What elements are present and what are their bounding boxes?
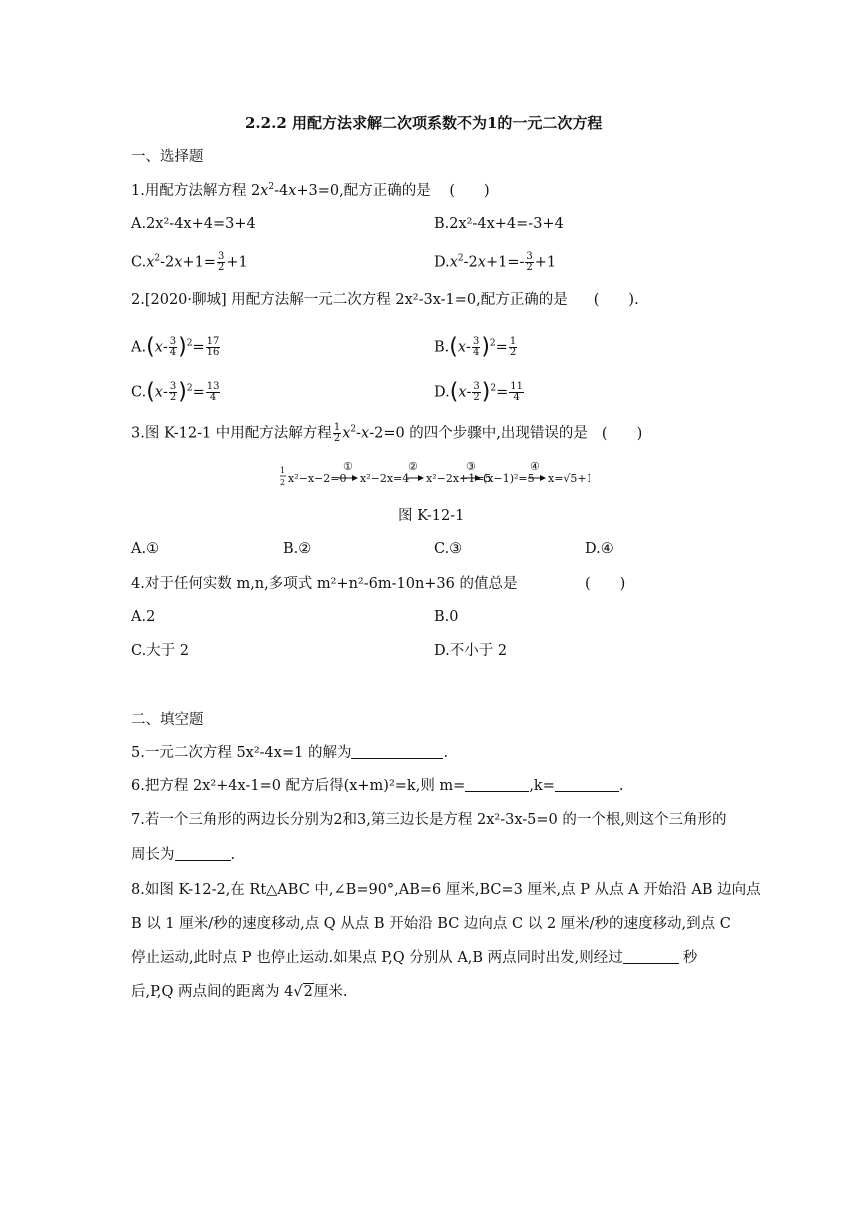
- q2-option-c: C.(x- $\frac{3}{2}$ )$^2$= $\frac{13}{4}$: [131, 379, 220, 405]
- section-choice-heading: 一、选择题: [131, 149, 204, 165]
- step-2: x²−2x+1=5: [426, 472, 492, 485]
- answer-blank-k[interactable]: [555, 777, 619, 792]
- answer-paren: ( ): [449, 183, 490, 199]
- page-title: 2.2.2 用配方法求解二次项系数不为1的一元二次方程: [245, 114, 603, 132]
- q3-option-b: B.②: [283, 541, 312, 557]
- step-3: (x−1)²=5: [483, 472, 535, 485]
- q2-option-b: B.(x- $\frac{3}{4}$ )$^2$= $\frac{1}{2}$: [434, 334, 517, 360]
- step-2-marker: ②: [408, 460, 418, 473]
- figure-k-12-1: [280, 458, 590, 494]
- q2-option-a: A.(x- $\frac{3}{4}$ )$^2$= $\frac{17}{16}$: [131, 334, 220, 360]
- q2-option-d: D.(x- $\frac{3}{2}$ )$^2$= $\frac{11}{4}$: [434, 379, 523, 405]
- question-4-stem: 4.对于任何实数 m,n,多项式 m²+n²-6m-10n+36 的值总是: [131, 576, 518, 592]
- question-1-stem: 1.用配方法解方程 $2x^2-4x+3=0$,配方正确的是 ( ): [131, 182, 490, 199]
- question-5: 5.一元二次方程 5x²-4x=1 的解为 .: [131, 745, 449, 761]
- q1-option-d: $D.x^2-2x+1=-$ $\frac{3}{2}$ +1: [434, 251, 557, 273]
- question-8-line-2: B 以 1 厘米/秒的速度移动,点 Q 从点 B 开始沿 BC 边向点 C 以 2 厘米/秒的速度移动,到点 C: [131, 916, 731, 932]
- question-3-stem: 3.图 K-12-1 中用配方法解方程 $\frac{1}{2}$ $x^2-x-2=0$ 的四个步骤中,出现错误的是 ( ): [131, 422, 643, 444]
- step-1: x²−2x=4: [360, 472, 410, 485]
- svg-text:2: 2: [280, 478, 286, 487]
- step-start: x²−x−2=0: [288, 472, 347, 485]
- q4-option-d: D.不小于 2: [434, 643, 508, 659]
- step-1-marker: ①: [343, 460, 353, 473]
- answer-paren: ( ): [601, 425, 643, 442]
- fraction: $\frac{3}{2}$: [526, 251, 533, 273]
- answer-blank[interactable]: [623, 949, 679, 964]
- q3-option-d: D.④: [585, 541, 614, 557]
- step-3-marker: ③: [466, 460, 476, 473]
- q3-option-c: C.③: [434, 541, 463, 557]
- question-8-line-3: 停止运动,此时点 P 也停止运动.如果点 P,Q 分别从 A,B 两点同时出发,则经过 秒: [131, 950, 698, 966]
- fraction: $\frac{3}{2}$: [217, 251, 225, 273]
- q1-option-c: $C.x^2-2x+1=$ $\frac{3}{2}$ +1: [131, 251, 248, 273]
- steps-diagram: [280, 458, 590, 494]
- answer-paren: ( ).: [593, 292, 639, 308]
- question-7-line-2: 周长为 .: [131, 847, 236, 863]
- answer-blank-m[interactable]: [465, 777, 529, 792]
- answer-blank[interactable]: [175, 846, 231, 861]
- q4-option-a: A.2: [131, 609, 156, 625]
- q4-option-b: B.0: [434, 609, 459, 625]
- q3-option-a: A.①: [131, 541, 160, 557]
- step-4: x=√5+1: [548, 472, 590, 485]
- question-2-stem: 2.[2020·聊城] 用配方法解一元二次方程 2x²-3x-1=0,配方正确的是 ( ).: [131, 292, 639, 308]
- section-fill-heading: 二、填空题: [131, 712, 204, 728]
- q1-option-a: A.2x²-4x+4=3+4: [131, 216, 256, 232]
- question-8-line-1: 8.如图 K-12-2,在 Rt△ABC 中,∠B=90°,AB=6 厘米,BC=3 厘米,点 P 从点 A 开始沿 AB 边向点: [131, 882, 761, 898]
- answer-paren: ( ): [585, 576, 626, 592]
- question-7-line-1: 7.若一个三角形的两边长分别为2和3,第三边长是方程 2x²-3x-5=0 的一个根,则这个三角形的: [131, 812, 727, 828]
- q4-option-c: C.大于 2: [131, 643, 190, 659]
- square-root: √2: [293, 984, 313, 1000]
- question-8-line-4: 后,P,Q 两点间的距离为 4√2厘米.: [131, 984, 348, 1000]
- answer-blank[interactable]: [351, 744, 443, 759]
- question-6: 6.把方程 2x²+4x-1=0 配方后得(x+m)²=k,则 m= ,k= .: [131, 778, 624, 794]
- figure-caption: 图 K-12-1: [398, 508, 465, 524]
- q1-option-b: B.2x²-4x+4=-3+4: [434, 216, 564, 232]
- step-4-marker: ④: [530, 460, 540, 473]
- svg-text:1: 1: [280, 466, 286, 475]
